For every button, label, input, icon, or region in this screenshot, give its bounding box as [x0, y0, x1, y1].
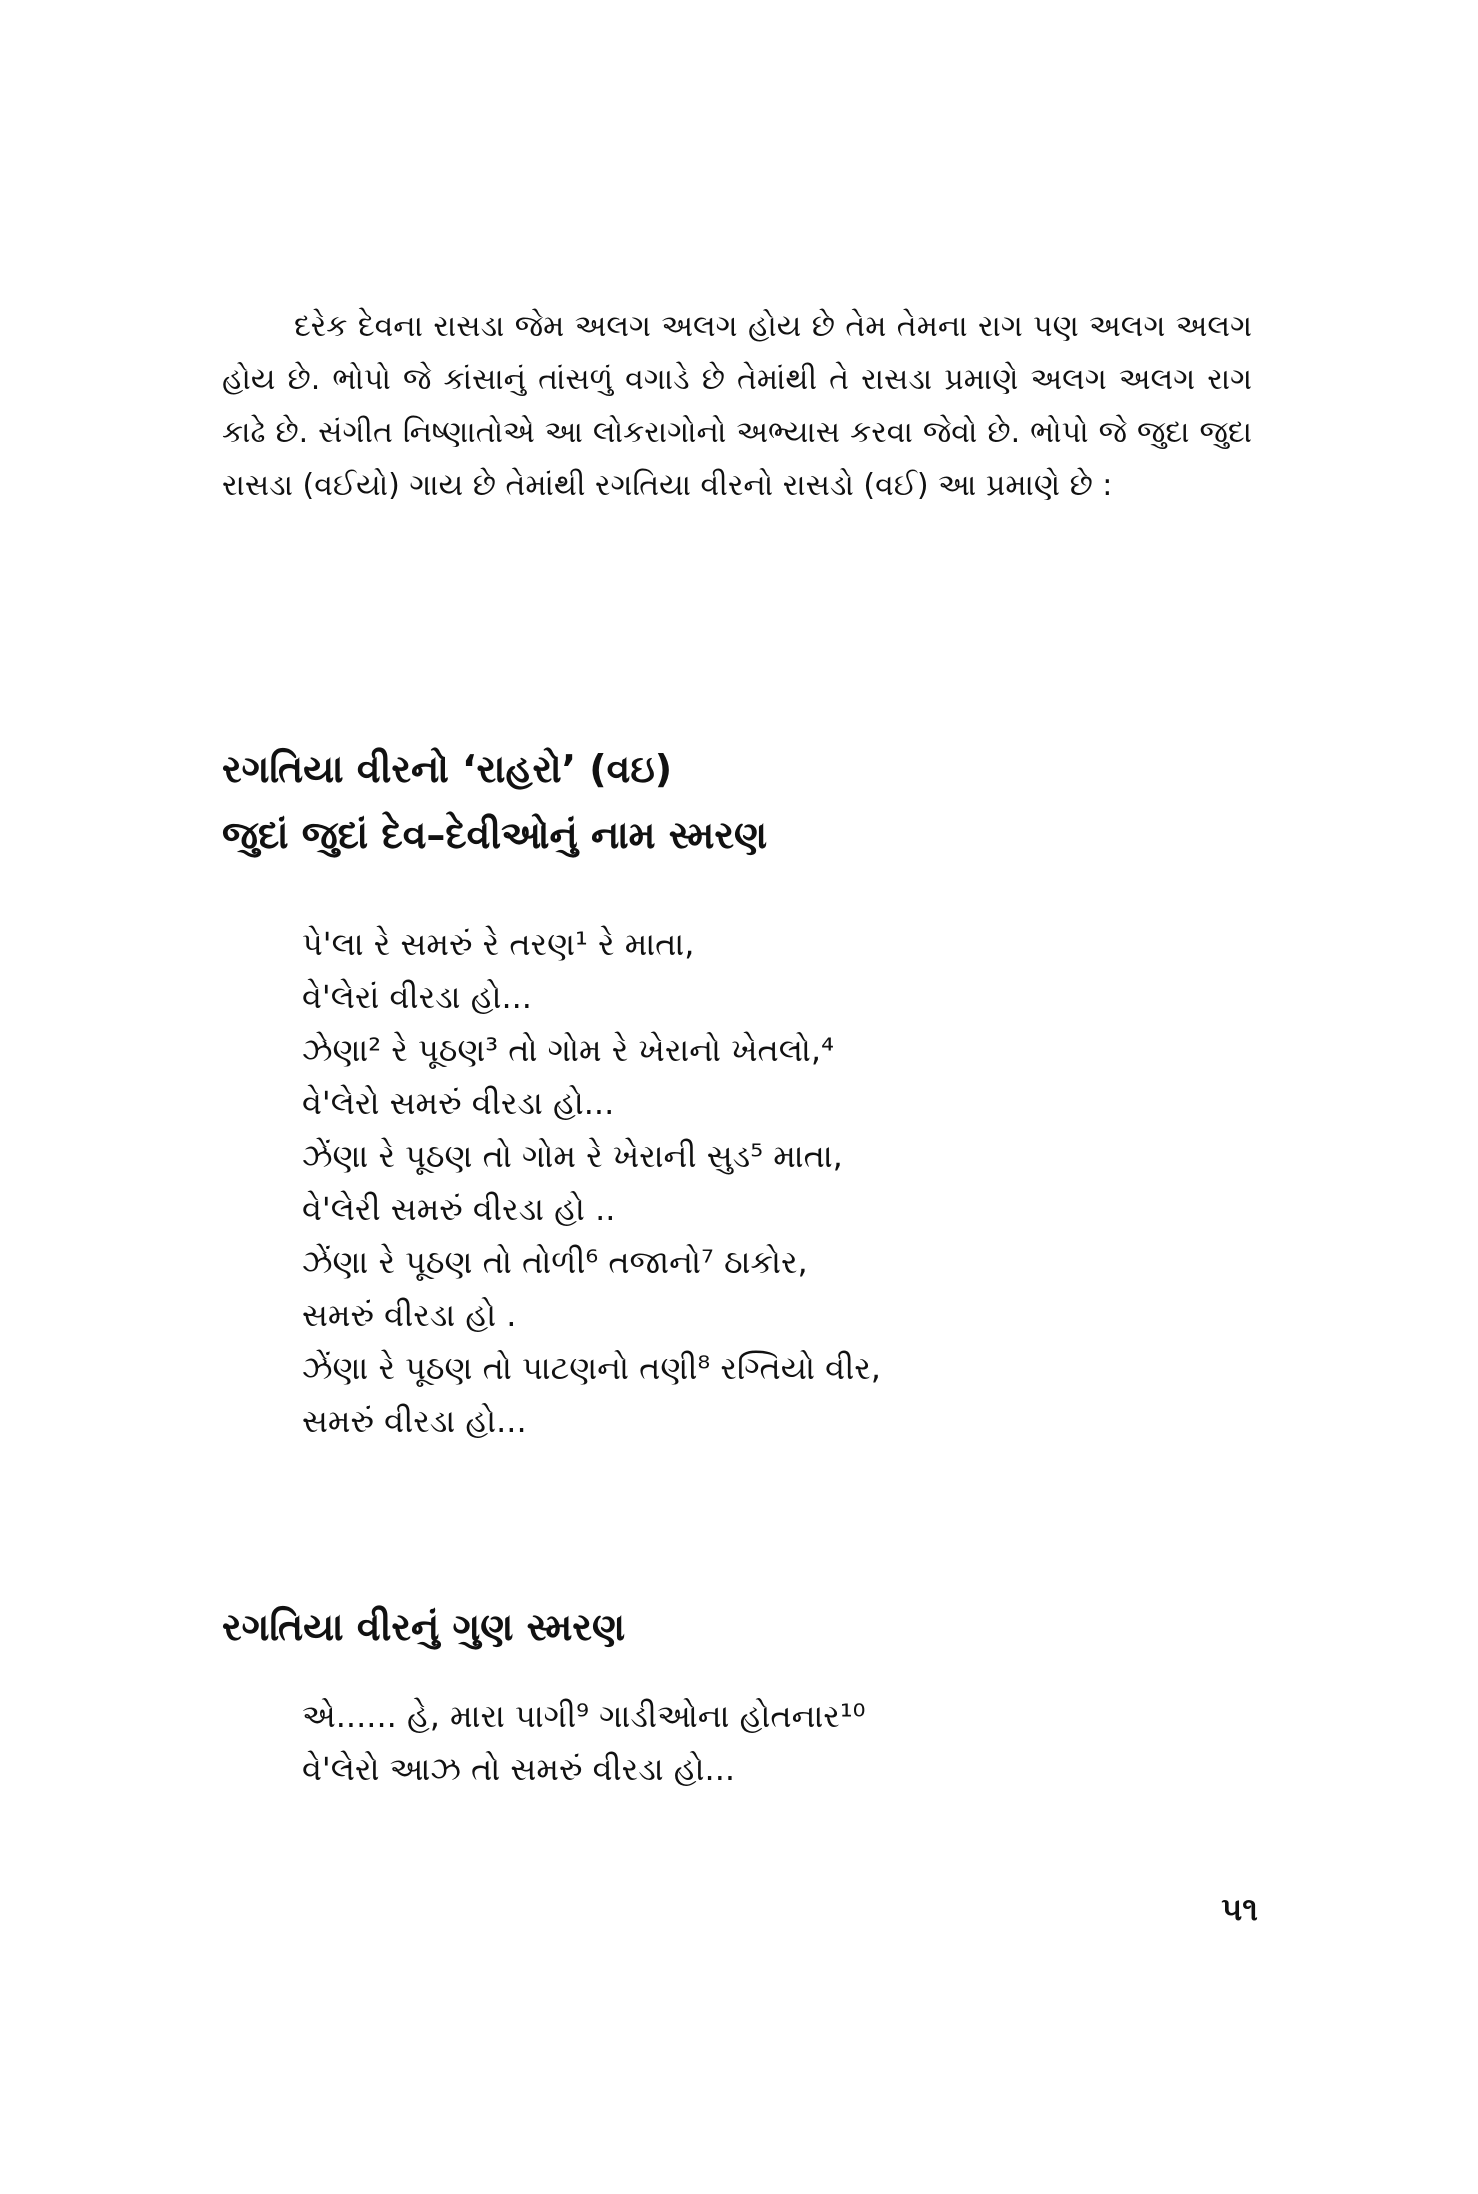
verse-line: ઝેંણા રે પૂઠણ તો પાટણનો તણી⁸ રગ્તિયો વીર,	[302, 1349, 881, 1387]
section1-verse	[302, 918, 881, 1448]
verse-line: સમરું વીરડા હો .	[302, 1296, 517, 1334]
verse-line: વે'લેરો આઝ તો સમરું વીરડા હો...	[302, 1750, 736, 1788]
verse-line: પે'લા રે સમરું રે તરણ¹ રે માતા,	[302, 925, 695, 963]
verse-line: ઝેણા² રે પૂઠણ³ તો ગોમ રે ખેરાનો ખેતલો,⁴	[302, 1031, 834, 1069]
verse-line: ઝેંણા રે પૂઠણ તો તોળી⁶ તજાનો⁷ ઠાકોર,	[302, 1243, 808, 1281]
page-number: ૫૧	[1221, 1890, 1258, 1928]
verse-line: સમરું વીરડા હો...	[302, 1402, 527, 1440]
verse-line: વે'લેરો સમરું વીરડા હો...	[302, 1084, 615, 1122]
verse-line: વે'લેરી સમરું વીરડા હો ..	[302, 1190, 616, 1228]
verse-line: એ...... હે, મારા પાગી⁹ ગાડીઓના હોતનાર¹⁰	[302, 1697, 866, 1735]
section2-heading: રગતિયા વીરનું ગુણ સ્મરણ	[222, 1605, 626, 1649]
verse-line: વે'લેરાં વીરડા હો...	[302, 978, 532, 1016]
section1-heading-line2: જુદાં જુદાં દેવ–દેવીઓનું નામ સ્મરણ	[222, 813, 768, 857]
section1-heading-line1: રગતિયા વીરનો ‘રાહરો’ (વઇ)	[222, 747, 673, 791]
verse-line: ઝેંણા રે પૂઠણ તો ગોમ રે ખેરાની સુડ⁵ માતા,	[302, 1137, 843, 1175]
section2-verse	[302, 1690, 866, 1796]
intro-paragraph	[222, 300, 1252, 512]
intro-paragraph-text: દરેક દેવના રાસડા જેમ અલગ અલગ હોય છે તેમ તેમના રાગ પણ અલગ અલગ હોય છે. ભોપો જે કાંસાનું તાંસળું વગાડે છે તેમાંથી તે રાસડા પ્રમાણે અલગ અલગ રાગ કાઢે છે. સંગીત નિષ્ણાતોએ આ લોકરાગોનો અભ્યાસ કરવા જેવો છે. ભોપો જે જુદા જુદા રાસડા (વઈયો) ગાય છે તેમાંથી રગતિયા વીરનો રાસડો (વઈ) આ પ્રમાણે છે :	[222, 309, 1252, 503]
